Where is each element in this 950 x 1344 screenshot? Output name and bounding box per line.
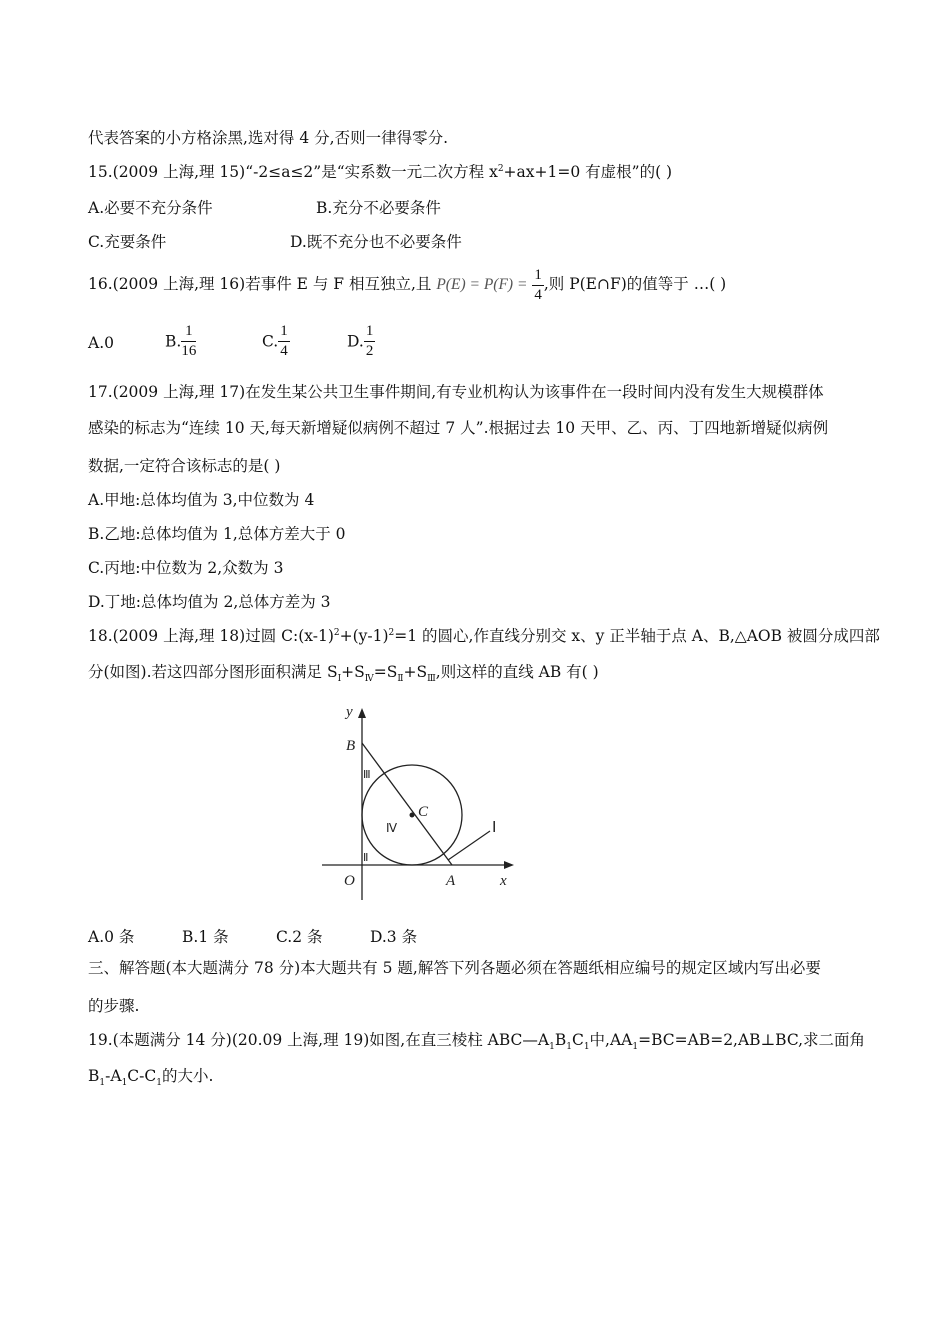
section3-heading-line-1: 三、解答题(本大题满分 78 分)本大题共有 5 题,解答下列各题必须在答题纸相应编号的规定区域内写出必要 — [88, 959, 821, 977]
q17-option-d: D.丁地:总体均值为 2,总体方差为 3 — [88, 593, 331, 611]
q15-option-b: B.充分不必要条件 — [316, 199, 441, 217]
q17-stem-line-3: 数据,一定符合该标志的是( ) — [88, 457, 281, 475]
q16-stem: 16.(2009 上海,理 16)若事件 E 与 F 相互独立,且 P(E) = P(F) = $\frac{1}{4}$ ,则 P(E∩F)的值等于 …( ) — [88, 266, 727, 303]
q18-figure — [300, 700, 530, 910]
line-ab — [362, 743, 452, 865]
label-region-i: Ⅰ — [492, 820, 497, 836]
q16-option-c: C. $\frac{1}{4}$ — [262, 323, 288, 359]
q19-stem-line-2: $B_1-A_1C-C_1$的大小. — [88, 1067, 214, 1089]
label-y: y — [346, 704, 353, 720]
q17-stem-line-1: 17.(2009 上海,理 17)在发生某公共卫生事件期间,有专业机构认为该事件在一段时间内没有发生大规模群体 — [88, 383, 824, 401]
section3-heading-line-2: 的步骤. — [88, 997, 140, 1015]
center-point — [410, 813, 415, 818]
q18-option-d: D.3 条 — [370, 928, 418, 946]
q16-option-a: A.0 — [88, 334, 114, 352]
q17-option-c: C.丙地:中位数为 2,众数为 3 — [88, 559, 284, 577]
q18-stem-line-1: 18.(2009 上海,理 18)过圆 $C:(x-1)^2+(y-1)^2=1$ 的圆心,作直线分别交 x、y 正半轴于点 A、B,△AOB 被圆分成四部 — [88, 627, 880, 645]
q16-option-d: D. $\frac{1}{2}$ — [347, 323, 374, 359]
q19-stem-line-1: 19.(本题满分 14 分)(20.09 上海,理 19)如图,在直三棱柱 $ABC—A_1B_1C_1$中$,AA_1=BC=AB=2,AB\perp BC$,求二面角 — [88, 1031, 866, 1053]
q15-option-a: A.必要不充分条件 — [88, 199, 213, 217]
q15-option-d: D.既不充分也不必要条件 — [290, 233, 462, 251]
label-a: A — [446, 873, 456, 889]
q17-option-a: A.甲地:总体均值为 3,中位数为 4 — [88, 491, 315, 509]
label-x: x — [500, 873, 507, 889]
q15-stem: 15.(2009 上海,理 15)“-2≤a≤2”是“实系数一元二次方程 $x^2+ax+1=0$ 有虚根”的( ) — [88, 163, 673, 181]
q17-option-b: B.乙地:总体均值为 1,总体方差大于 0 — [88, 525, 346, 543]
y-axis-arrow-icon — [358, 708, 366, 718]
q15-option-c: C.充要条件 — [88, 233, 167, 251]
q18-stem-line-2: 分(如图).若这四部分图形面积满足 $S_Ⅰ+S_Ⅳ=S_Ⅱ+S_Ⅲ$,则这样的直线 AB 有( ) — [88, 663, 599, 685]
label-region-iii: Ⅲ — [363, 769, 371, 781]
q16-option-b: B. $\frac{1}{16}$ — [165, 323, 197, 359]
label-b: B — [346, 738, 356, 754]
label-c: C — [418, 804, 429, 820]
q16-fraction: $\frac{1}{4}$ — [534, 266, 542, 303]
intro-text: 代表答案的小方格涂黑,选对得 4 分,否则一律得零分. — [88, 129, 448, 147]
q18-option-b: B.1 条 — [182, 928, 229, 946]
label-region-iv: Ⅳ — [386, 821, 398, 835]
q18-option-a: A.0 条 — [88, 928, 135, 946]
q16-formula: P(E) = P(F) = — [436, 276, 528, 293]
label-region-ii: Ⅱ — [363, 852, 369, 864]
label-o: O — [344, 873, 355, 889]
q17-stem-line-2: 感染的标志为“连续 10 天,每天新增疑似病例不超过 7 人”.根据过去 10 天甲、乙、丙、丁四地新增疑似病例 — [88, 419, 829, 437]
region-i-pointer — [448, 831, 490, 860]
x-axis-arrow-icon — [504, 861, 514, 869]
q18-option-c: C.2 条 — [276, 928, 323, 946]
